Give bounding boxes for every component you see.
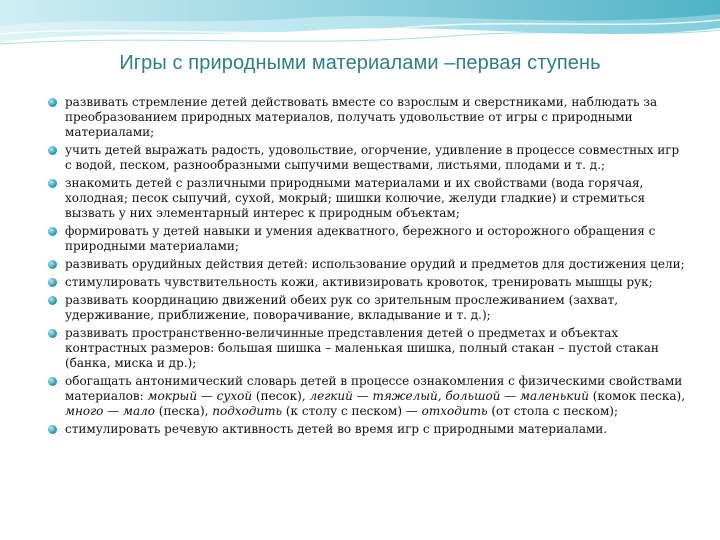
sphere-bullet-icon <box>48 227 57 236</box>
bullet-text-segment: (от стола с песком); <box>487 404 619 418</box>
sphere-bullet-icon <box>48 278 57 287</box>
antonym-pair: легкий — тяжелый, большой — маленький <box>309 389 589 403</box>
slide-title: Игры с природными материалами –первая ступень <box>119 52 601 74</box>
bullet-text: знакомить детей с различными природными материалами и их свойствами (вода горячая, холодная; песок сыпучий, сухой, мокрый; шишки колючие, желуди гладкие) и стремиться вызвать у них элементарный интерес к природным объектам; <box>65 176 646 220</box>
list-item <box>48 257 688 272</box>
list-item <box>48 422 688 437</box>
list-item <box>48 176 688 221</box>
sphere-bullet-icon <box>48 377 57 386</box>
bullet-list <box>48 95 688 440</box>
list-item <box>48 95 688 140</box>
sphere-bullet-icon <box>48 329 57 338</box>
bullet-text: развивать пространственно-величинные представления детей о предметах и объектах контрастных размеров: большая шишка – маленькая шишка, полный стакан – пустой стакан (банка, миска и др.); <box>65 326 659 370</box>
sphere-bullet-icon <box>48 98 57 107</box>
bullet-text-segment: (песка), <box>154 404 213 418</box>
antonym-pair: мокрый — сухой <box>147 389 253 403</box>
antonym-word: отходить <box>421 404 488 418</box>
bullet-text: стимулировать чувствительность кожи, активизировать кровоток, тренировать мышцы рук; <box>65 275 653 289</box>
bullet-text-segment: (к столу с песком) — <box>282 404 422 418</box>
list-item <box>48 224 688 254</box>
list-item <box>48 374 688 419</box>
sphere-bullet-icon <box>48 296 57 305</box>
sphere-bullet-icon <box>48 179 57 188</box>
list-item <box>48 275 688 290</box>
bullet-text: учить детей выражать радость, удовольствие, огорчение, удивление в процессе совместных игр с водой, песком, разнообразными сыпучими веществами, листьями, плодами и т. д.; <box>65 143 680 172</box>
bullet-text: развивать орудийных действия детей: использование орудий и предметов для достижения цели; <box>65 257 685 271</box>
bullet-text: развивать стремление детей действовать вместе со взрослым и сверстниками, наблюдать за преобразованием природных материалов, получать удовольствие от игры с природными материалами; <box>65 95 658 139</box>
antonym-pair: много — мало <box>65 404 155 418</box>
antonym-word: подходить <box>212 404 283 418</box>
list-item <box>48 326 688 371</box>
list-item <box>48 143 688 173</box>
bullet-text: развивать координацию движений обеих рук со зрительным прослеживанием (захват, удерживание, приближение, поворачивание, вкладывание и т. д.); <box>65 293 619 322</box>
list-item <box>48 293 688 323</box>
sphere-bullet-icon <box>48 425 57 434</box>
bullet-text-segment: (комок песка), <box>588 389 686 403</box>
sphere-bullet-icon <box>48 146 57 155</box>
sphere-bullet-icon <box>48 260 57 269</box>
bullet-text-segment: обогащать антонимический словарь детей в процессе ознакомления с физическими свойствами материалов: <box>65 374 683 403</box>
bullet-text: стимулировать речевую активность детей во время игр с природными материалами. <box>65 422 608 436</box>
bullet-text-segment: (песок), <box>252 389 310 403</box>
bullet-text: формировать у детей навыки и умения адекватного, бережного и осторожного обращения с природными материалами; <box>65 224 656 253</box>
